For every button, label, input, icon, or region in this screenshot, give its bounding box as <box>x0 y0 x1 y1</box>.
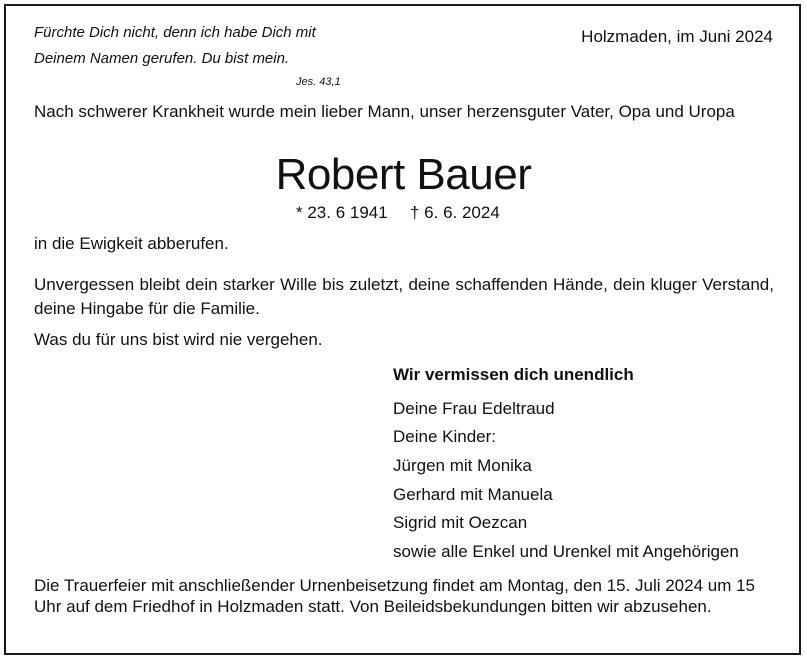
mourner-line: Deine Kinder: <box>393 427 497 446</box>
funeral-notice: Die Trauerfeier mit anschließender Urnenbeisetzung findet am Montag, den 15. Juli 2024 um 15 Uhr auf dem Friedhof in Holzmaden statt. Von Beileidsbekundungen bitten wir abzusehen. <box>34 576 756 616</box>
motto-line-2: Deinem Namen gerufen. Du bist mein. <box>34 50 290 67</box>
intro-text: Nach schwerer Krankheit wurde mein lieber Mann, unser herzensguter Vater, Opa und Uropa <box>34 102 735 121</box>
mourner-line: Jürgen mit Monika <box>393 456 532 475</box>
deceased-name: Robert Bauer <box>275 150 532 199</box>
called-away-text: in die Ewigkeit abberufen. <box>34 234 229 253</box>
place-date: Holzmaden, im Juni 2024 <box>581 27 773 46</box>
mourner-line: Sigrid mit Oezcan <box>393 513 528 532</box>
birth-date: * 23. 6 1941 <box>296 203 388 222</box>
mourner-line: Deine Frau Edeltraud <box>393 399 555 418</box>
death-date: † 6. 6. 2024 <box>410 203 500 222</box>
tribute-text: Unvergessen bleibt dein starker Wille bis zuletzt, deine schaffenden Hände, dein kluger Verstand, deine Hingabe für die Familie. <box>34 275 774 318</box>
closing-line: Was du für uns bist wird nie vergehen. <box>34 330 323 349</box>
mourners-heading: Wir vermissen dich unendlich <box>393 365 634 384</box>
mourner-line: sowie alle Enkel und Urenkel mit Angehörigen <box>393 542 739 561</box>
mourner-line: Gerhard mit Manuela <box>393 485 553 504</box>
motto-line-1: Fürchte Dich nicht, denn ich habe Dich mit <box>34 24 316 41</box>
motto-source: Jes. 43,1 <box>296 76 341 88</box>
